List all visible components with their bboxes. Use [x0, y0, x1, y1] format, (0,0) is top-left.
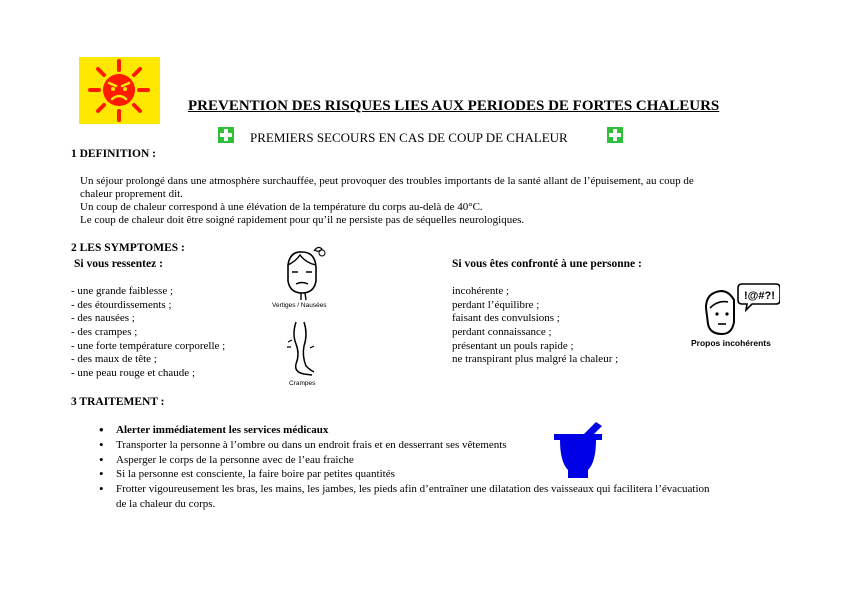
- definition-line: Le coup de chaleur doit être soigné rapidement pour qu’il ne persiste pas de séquelles neurologiques.: [80, 214, 525, 226]
- first-aid-cross-icon: [607, 127, 623, 143]
- page-subtitle: PREMIERS SECOURS EN CAS DE COUP DE CHALEUR: [250, 130, 568, 145]
- image-caption: Propos incohérents: [691, 338, 771, 348]
- speech-text: !@#?!: [744, 290, 775, 302]
- list-item: • Frotter vigoureusement les bras, les mains, les jambes, les pieds afin d’entraîner une dilatation des vaisseaux qui facilitera l’évacuation: [98, 482, 710, 497]
- section-heading-treatment: 3 TRAITEMENT :: [71, 396, 165, 408]
- treatment-list: [98, 423, 710, 512]
- list-item: - des crampes ;: [71, 326, 138, 339]
- list-item: perdant connaissance ;: [452, 326, 552, 339]
- leg-cramp-illustration: [282, 320, 332, 392]
- list-item: - des nausées ;: [71, 312, 135, 325]
- list-item: - une grande faiblesse ;: [71, 285, 174, 297]
- page-title: PREVENTION DES RISQUES LIES AUX PERIODES DE FORTES CHALEURS: [188, 98, 720, 114]
- list-item: incohérente ;: [452, 285, 510, 297]
- list-item: - des étourdissements ;: [71, 298, 172, 311]
- symptoms-right-list: [452, 285, 618, 367]
- list-item: ne transpirant plus malgré la chaleur ;: [452, 353, 619, 366]
- list-item: • Transporter la personne à l’ombre ou dans un endroit frais et en desserrant ses vêtements: [98, 438, 710, 453]
- mortar-pestle-icon: [552, 420, 604, 480]
- dizzy-face-icon: [270, 243, 340, 301]
- symptoms-left-list: [71, 285, 225, 381]
- definition-text: [80, 175, 694, 227]
- list-item: • Si la personne est consciente, la faire boire par petites quantités: [98, 467, 710, 482]
- list-item-continuation: de la chaleur du corps.: [116, 497, 216, 510]
- definition-line: chaleur proprement dit.: [80, 188, 183, 200]
- image-caption: Crampes: [289, 380, 316, 387]
- list-item: faisant des convulsions ;: [452, 312, 560, 325]
- list-item: présentant un pouls rapide ;: [452, 339, 574, 352]
- definition-line: Un séjour prolongé dans une atmosphère surchauffée, peut provoquer des troubles importants de la santé allant de l’épuisement, au coup de: [80, 175, 694, 187]
- list-item: - une peau rouge et chaude ;: [71, 367, 195, 380]
- speech-bubble-icon: [690, 282, 780, 336]
- symptoms-right-heading: Si vous êtes confronté à une personne :: [452, 258, 642, 270]
- angry-sun-icon: [79, 57, 160, 124]
- incoherent-speech-illustration: [690, 282, 780, 352]
- list-item: perdant l’équilibre ;: [452, 298, 540, 311]
- first-aid-cross-icon: [218, 127, 234, 143]
- list-item: • Asperger le corps de la personne avec de l’eau fraiche: [98, 453, 710, 468]
- section-heading-definition: 1 DEFINITION :: [71, 148, 156, 160]
- list-item: • Alerter immédiatement les services médicaux: [98, 423, 710, 438]
- dizzy-face-illustration: [270, 243, 340, 313]
- image-caption: Vertiges / Nausées: [272, 302, 327, 309]
- symptoms-left-heading: Si vous ressentez :: [74, 258, 163, 270]
- leg-cramp-icon: [282, 320, 322, 378]
- section-heading-symptoms: 2 LES SYMPTOMES :: [71, 242, 185, 254]
- list-item: - des maux de tête ;: [71, 353, 157, 366]
- definition-line: Un coup de chaleur correspond à une élévation de la température du corps au-delà de 40°C.: [80, 201, 483, 213]
- list-item: - une forte température corporelle ;: [71, 339, 226, 352]
